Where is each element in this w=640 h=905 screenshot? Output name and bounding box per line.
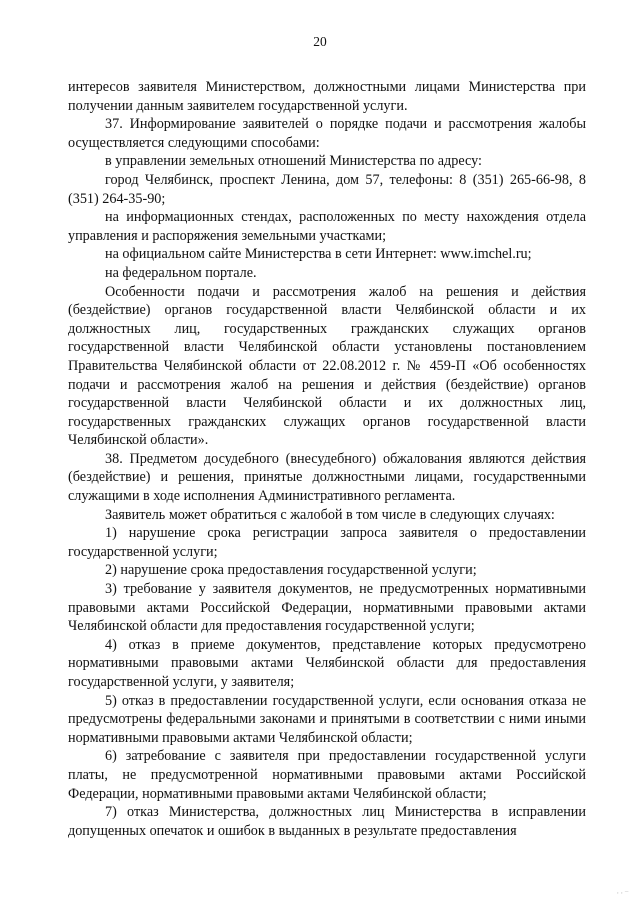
- paragraph-continuation: интересов заявителя Министерством, должностными лицами Министерства при получении данным заявителем государственной услуги.: [68, 79, 586, 114]
- paragraph-item-38: 38. Предметом досудебного (внесудебного) обжалования являются действия (бездействие) и решения, принятые должностными лицами, государственными служащими в ходе исполнения Административного регламента.: [68, 450, 586, 505]
- paragraph-item-37: 37. Информирование заявителей о порядке подачи и рассмотрения жалобы осуществляется следующими способами:: [68, 116, 586, 151]
- paragraph-stands: на информационных стендах, расположенных по месту нахождения отдела управления и распоряжения земельными участками;: [68, 209, 586, 244]
- page-number: 20: [313, 34, 327, 49]
- list-item-1: 1) нарушение срока регистрации запроса заявителя о предоставлении государственной услуги;: [68, 525, 586, 560]
- list-item-5: 5) отказ в предоставлении государственной услуги, если основания отказа не предусмотрены федеральными законами и принятыми в соответствии с ними иными нормативными правовыми актами Челябинской области;: [68, 692, 586, 746]
- list-item-4: 4) отказ в приеме документов, представление которых предусмотрено нормативными правовыми актами Челябинской области для предоставления государственной услуги, у заявителя;: [68, 636, 586, 690]
- paragraph-address-intro: в управлении земельных отношений Министерства по адресу:: [105, 153, 482, 170]
- list-item-3: 3) требование у заявителя документов, не предусмотренных нормативными правовыми актами Российской Федерации, нормативными правовыми актами Челябинской области для предоставления государственной услуги;: [68, 581, 586, 635]
- paragraph-cases-intro: Заявитель может обратиться с жалобой в том числе в следующих случаях:: [105, 506, 555, 523]
- list-item-7: 7) отказ Министерства, должностных лиц Министерства в исправлении допущенных опечаток и ошибок в выданных в результате предоставления: [68, 804, 586, 839]
- paragraph-address: город Челябинск, проспект Ленина, дом 57, телефоны: 8 (351) 265-66-98, 8 (351) 264-35-90;: [68, 171, 586, 207]
- list-item-2: 2) нарушение срока предоставления государственной услуги;: [105, 562, 477, 579]
- paragraph-federal-portal: на федеральном портале.: [105, 264, 257, 281]
- paragraph-features: Особенности подачи и рассмотрения жалоб на решения и действия (бездействие) органов государственной власти Челябинской области и их должностных лиц, государственных гражданских служащих органов государственной власти Челябинской области установлены постановлением Правительства Челябинской области от 22.08.2012 г. № 459-П «Об особенностях подачи и рассмотрения жалоб на решения и действия (бездействие) органов государственной власти Челябинской области и их должностных лиц, государственных гражданских служащих органов государственной власти Челябинской области».: [68, 283, 586, 449]
- paragraph-website: на официальном сайте Министерства в сети Интернет: www.imchel.ru;: [105, 246, 532, 263]
- scan-artifact: ··⁻: [616, 888, 630, 898]
- document-body: [68, 78, 586, 840]
- list-item-6: 6) затребование с заявителя при предоставлении государственной услуги платы, не предусмотренной нормативными правовыми актами Российской Федерации, нормативными правовыми актами Челябинской области;: [68, 748, 586, 802]
